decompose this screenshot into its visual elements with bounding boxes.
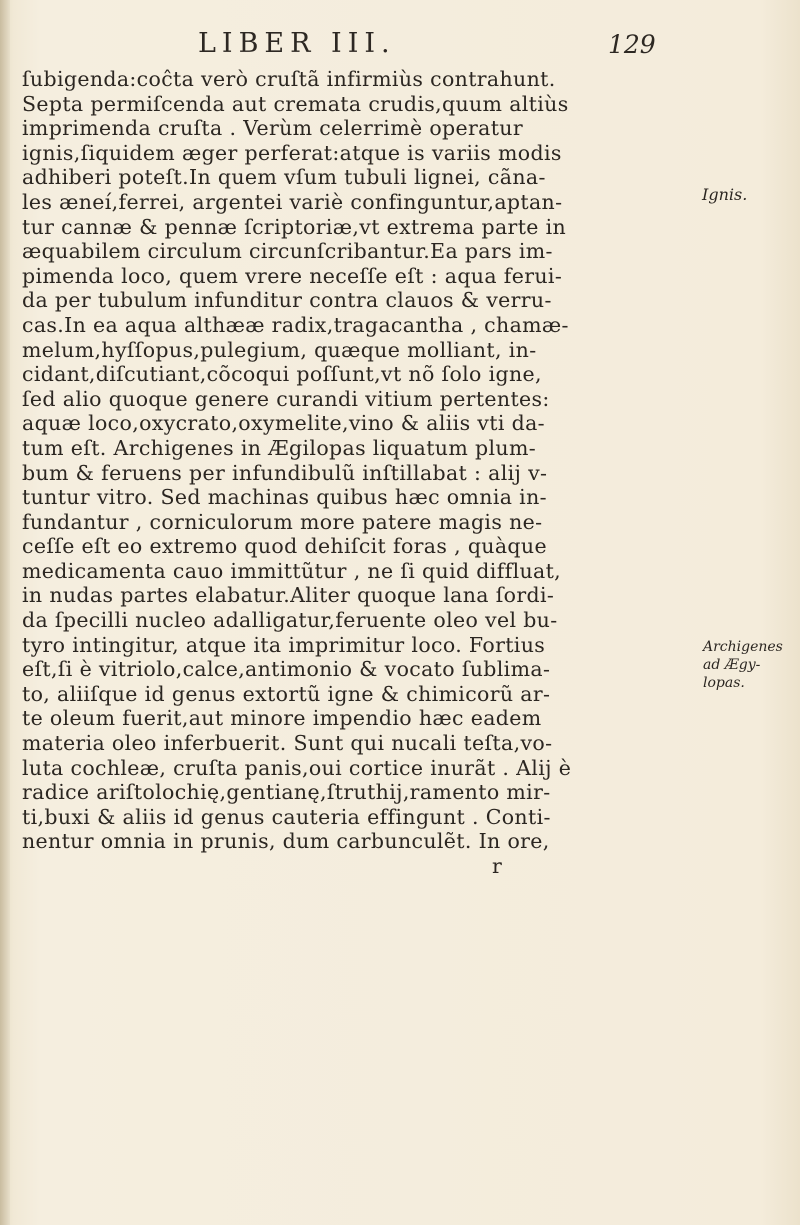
text-line: imprimenda cruſta . Verùm celerrimè operatur	[22, 116, 524, 141]
text-line: nentur omnia in prunis, dum carbunculẽt. In ore,	[22, 829, 550, 854]
page-header	[0, 28, 800, 68]
body-text	[22, 67, 694, 879]
text-line: to, aliiſque id genus extortũ igne & chimicorũ ar-	[22, 681, 551, 706]
text-line: ſubigenda:coĉta verò cruſtã infirmiùs contrahunt.	[22, 67, 556, 91]
text-line: medicamenta cauo immittũtur , ne ſi quid diffluat,	[22, 558, 562, 583]
text-line: tum eſt. Archigenes in Ægilopas liquatum plum-	[22, 435, 537, 460]
text-line: radice ariſtolochię,gentianę,ſtruthij,ramento mir-	[22, 780, 551, 805]
text-line: æquabilem circulum circunſcribantur.Ea pars im-	[22, 239, 553, 264]
page-gutter	[0, 0, 10, 1225]
text-line: pimenda loco, quem vrere neceſſe eſt : aqua ferui-	[22, 263, 563, 288]
text-line: luta cochleæ, cruſta panis,oui cortice inurãt . Alij è	[22, 755, 572, 780]
text-line: aquæ loco,oxycrato,oxymelite,vino & aliis vti da-	[22, 411, 545, 436]
text-line: cas.In ea aqua althææ radix,tragacantha , chamæ-	[22, 312, 569, 337]
text-line: Septa permiſcenda aut cremata crudis,quum altiùs	[22, 91, 569, 116]
text-line: ſed alio quoque genere curandi vitium pertentes:	[22, 386, 550, 411]
text-line: tur cannæ & pennæ ſcriptoriæ,vt extrema parte in	[22, 214, 567, 239]
margin-note-archigenes	[703, 638, 783, 692]
text-line: in nudas partes elabatur.Aliter quoque lana ſordi-	[22, 583, 555, 608]
text-line: tuntur vitro. Sed machinas quibus hæc omnia in-	[22, 485, 547, 510]
text-line: ceſſe eſt eo extremo quod dehiſcit foras , quàque	[22, 534, 547, 559]
margin-note-text: lopas.	[703, 675, 745, 691]
text-line: fundantur , corniculorum more patere magis ne-	[22, 509, 543, 534]
page-number: 129	[608, 30, 656, 59]
margin-note-text: Ignis.	[702, 185, 748, 204]
text-line: da per tubulum infunditur contra clauos & verru-	[22, 288, 552, 313]
running-head: LIBER III.	[198, 28, 396, 59]
margin-note-ignis	[702, 186, 747, 204]
text-line: melum,hyſſopus,pulegium, quæque molliant, in-	[22, 337, 537, 362]
margin-note-text: Archigenes	[703, 639, 783, 655]
text-line: ti,buxi & aliis id genus cauteria effingunt . Conti-	[22, 804, 551, 829]
text-line: te oleum fuerit,aut minore impendio hæc eadem	[22, 706, 542, 731]
text-line: tyro intingitur, atque ita imprimitur loco. Fortius	[22, 632, 546, 657]
text-line: adhiberi poteſt.In quem vſum tubuli lignei, cãna-	[22, 165, 546, 190]
margin-note-text: ad Ægy-	[703, 657, 761, 673]
text-line: eſt,ſi è vitriolo,calce,antimonio & vocato ſublima-	[22, 657, 551, 682]
text-line: bum & feruens per infundibulũ inſtillabat : alij v-	[22, 460, 548, 485]
text-line: cidant,diſcutiant,cõcoqui poſſunt,vt nõ ſolo igne,	[22, 362, 542, 387]
text-line: da ſpecilli nucleo adalligatur,feruente oleo vel bu-	[22, 608, 558, 633]
text-line: les æneí,ferrei, argentei variè confinguntur,aptan-	[22, 189, 563, 214]
text-line: ignis,ſiquidem æger perferat:atque is variis modis	[22, 140, 562, 165]
text-line: materia oleo inferbuerit. Sunt qui nucali teſta,vo-	[22, 731, 553, 756]
catchword: r	[492, 854, 503, 878]
